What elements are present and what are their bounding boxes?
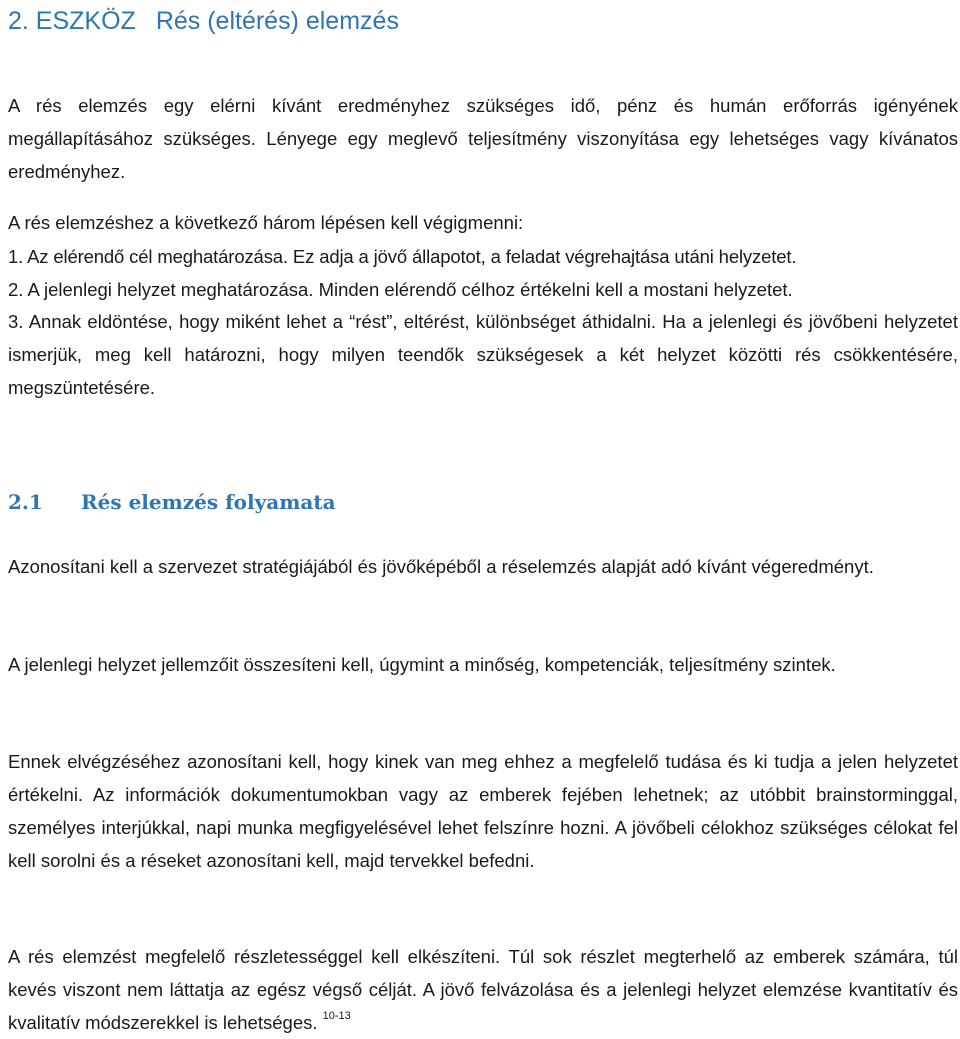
heading-res-elemzes-folyamata xyxy=(8,487,336,517)
step-2: 2. A jelenlegi helyzet meghatározása. Minden elérendő célhoz értékelni kell a mostani helyzetet. xyxy=(8,279,793,300)
heading-number: 2. ESZKÖZ xyxy=(8,7,136,35)
intro-paragraph: A rés elemzés egy elérni kívánt eredményhez szükséges idő, pénz és humán erőforrás igényének megállapításához szükséges. Lényege egy meglevő teljesítmény viszonyítása egy lehetséges vagy kívánatos eredményhez. xyxy=(8,95,958,182)
reference-superscript: 10-13 xyxy=(322,1010,351,1022)
section-paragraph-2: A jelenlegi helyzet jellemzőit összesíteni kell, úgymint a minőség, kompetenciák, teljesítmény szintek. xyxy=(8,654,836,675)
section-paragraph-3: Ennek elvégzéséhez azonosítani kell, hogy kinek van meg ehhez a megfelelő tudása és ki tudja a jelen helyzetet értékelni. Az információk dokumentumokban vagy az emberek fejében lehetnek; az utóbbit brainstorminggal, személyes interjúkkal, napi munka megfigyelésével lehet felszínre hozni. A jövőbeli célokhoz szükséges célokat fel kell sorolni és a réseket azonosítani kell, majd tervekkel befedni. xyxy=(8,751,958,871)
section-paragraph-1: Azonosítani kell a szervezet stratégiájából és jövőképéből a réselemzés alapját adó kívánt végeredményt. xyxy=(8,556,874,577)
heading-title: Rés (eltérés) elemzés xyxy=(155,7,399,35)
subheading-number: 2.1 xyxy=(8,490,43,514)
section-paragraph-4 xyxy=(8,940,958,1039)
step-3: 3. Annak eldöntése, hogy miként lehet a “rést”, eltérést, különbséget áthidalni. Ha a jelenlegi és jövőbeni helyzetet ismerjük, meg kell határozni, hogy milyen teendők szükségesek a két helyzet közötti rés csökkentésére, megszüntetésére. xyxy=(8,311,958,398)
heading-eszkoz xyxy=(8,6,399,36)
subheading-title: Rés elemzés folyamata xyxy=(81,490,336,514)
step-1: 1. Az elérendő cél meghatározása. Ez adja a jövő állapotot, a feladat végrehajtása utáni helyzetet. xyxy=(8,246,797,267)
section-paragraph-4-text: A rés elemzést megfelelő részletességgel kell elkészíteni. Túl sok részlet megterhelő az emberek számára, túl kevés viszont nem láttatja az egész végső célját. A jövő felvázolása és a jelenlegi helyzet elemzése kvantitatív és kvalitatív módszerekkel is lehetséges. xyxy=(8,946,958,1033)
steps-intro: A rés elemzéshez a következő három lépésen kell végigmenni: xyxy=(8,212,524,233)
